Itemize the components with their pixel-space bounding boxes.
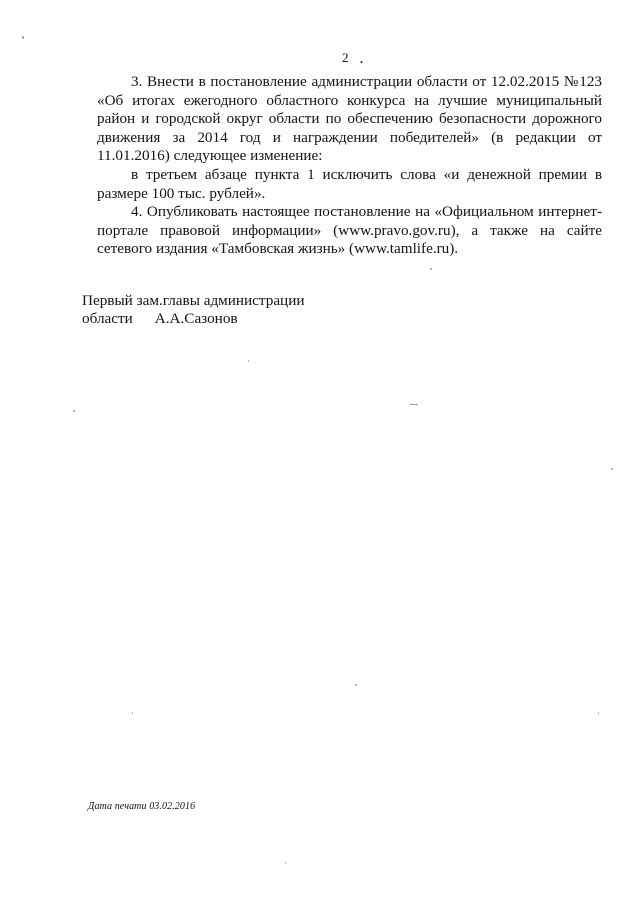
paragraph-3-amendment [97,166,602,203]
page-number-mark: . [360,52,363,66]
signatory-position: Первый зам.главы администрации [82,292,305,309]
paragraph-3-amendment-text: в третьем абзаце пункта 1 исключить слова «и денежной премии в размере 100 тыс. рублей». [97,165,602,202]
scan-speck [22,36,24,39]
paragraph-4 [97,203,602,259]
signature-block [82,292,304,328]
paragraph-4-text: Опубликовать настоящее постановление на «Официальном интернет-портале правовой информации» (www.pravo.gov.ru), а также на сайте сетевого издания «Тамбовская жизнь» (www.tamlife.ru). [97,203,602,258]
paragraph-3 [97,73,602,166]
paragraph-3-text: Внести в постановление администрации области от 12.02.2015 №123 «Об итогах ежегодного областного конкурса на лучшие муниципальный район и городской округ области по обеспечению безопасности дорожного движения за 2014 год и награждении победителей» (в редакции от 11.01.2016) следующее изменение: [97,73,603,165]
scan-speck [285,862,286,864]
signatory-line [82,310,304,328]
print-date: Дата печати 03.02.2016 [88,801,196,812]
scan-speck [73,410,75,412]
scan-speck [410,404,418,405]
scan-speck [598,712,599,714]
paragraph-4-number: 4. [131,203,143,221]
scan-speck [248,360,249,362]
page-number: 2 [342,50,349,65]
scan-speck [611,468,613,470]
scan-speck [430,268,432,270]
signatory-region: области [82,310,133,327]
document-body [97,73,602,259]
scan-speck [132,712,133,714]
scan-speck [355,684,357,686]
signatory-name: А.А.Сазонов [154,310,238,327]
paragraph-3-number: 3. [131,73,143,90]
